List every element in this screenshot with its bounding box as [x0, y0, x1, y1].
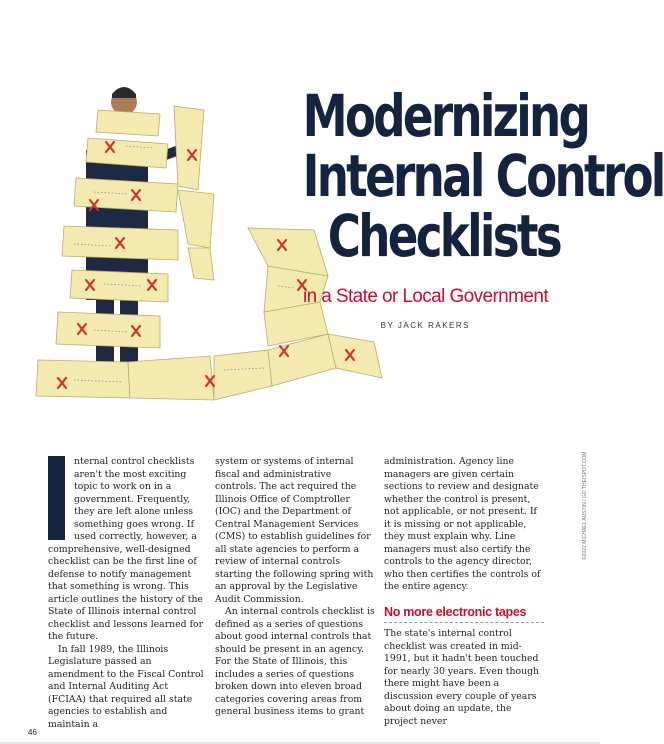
section-subhead: No more electronic tapes	[384, 604, 527, 619]
title-line: Modernizing	[302, 82, 589, 150]
body-column-2	[215, 456, 375, 719]
body-column-3	[384, 456, 544, 728]
paragraph: system or systems of internal fiscal and administrative controls. The act required the Illinois Office of Comptroller (IOC) and the Department of Central Management Services (CMS) to establish guidelines for all state agencies to perform a review of internal controls starting the following spring with an approval by the Legislative Audit Commission.	[215, 456, 374, 605]
article-title	[302, 82, 664, 270]
title-line: Checklists	[327, 202, 560, 270]
paragraph: nternal control checklists aren't the most exciting topic to work on in a government. Frequently, they are left alone unless something goes wrong. If used correctly, however, a comprehensive, well-designed checklist can be the first line of defense to notify management that something is wrong. This article outlines the history of the State of Illinois internal control checklist and lessons learned for the future.	[48, 456, 204, 642]
subhead-divider	[384, 622, 544, 623]
paragraph: administration. Agency line managers are given certain sections to review and designate whether the control is present, not applicable, or not present. If it is missing or not applicable, they must explain why. Line managers must also certify the controls to the agency director, who then certifies the controls of the entire agency.	[384, 456, 541, 592]
body-column-1	[48, 456, 208, 731]
paragraph: In fall 1989, the Illinois Legislature passed an amendment to the Fiscal Control and Internal Auditing Act (FCIAA) that required all state agencies to establish and maintain a	[48, 643, 204, 730]
drop-cap	[48, 456, 65, 540]
paragraph: An internal controls checklist is defined as a series of questions about good internal controls that should be present in an agency. For the State of Illinois, this includes a series of questions broken down into eleven broad categories covering areas from general business items to grant	[215, 606, 375, 717]
title-line: Internal Control	[302, 142, 664, 210]
page-number: 46	[28, 728, 37, 737]
byline: BY JACK RAKERS	[380, 321, 470, 330]
article-subtitle: in a State or Local Government	[303, 286, 548, 307]
paragraph: The state's internal control checklist was created in mid-1991, but it hadn't been touched for nearly 30 years. Even though there might have been a discussion every couple of years about doing an update, the project never	[384, 628, 540, 727]
illustration-credit: ©2022 MICHAEL AUSTIN / GO THEISPOT.COM	[582, 451, 588, 560]
